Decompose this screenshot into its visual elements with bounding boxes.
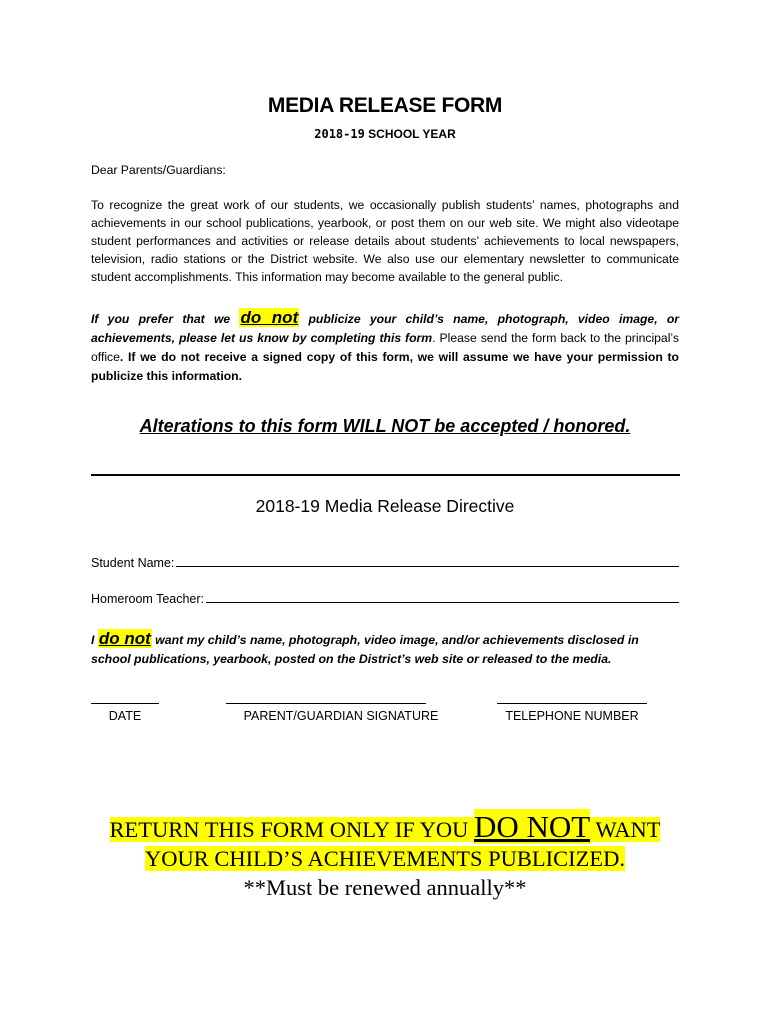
return-instructions bbox=[0, 809, 770, 902]
greeting: Dear Parents/Guardians: bbox=[91, 163, 226, 177]
opt-out-i: I bbox=[91, 633, 98, 647]
opt-out-statement bbox=[91, 629, 679, 669]
notice-part2: publicize your child’s name, photograph, video image, or achievements, please let us know by completing this form bbox=[91, 312, 680, 345]
footer-line-2-text: YOUR CHILD’S ACHIEVEMENTS PUBLICIZED. bbox=[145, 846, 625, 871]
parent-signature-block[interactable] bbox=[226, 703, 456, 723]
parent-signature-label: PARENT/GUARDIAN SIGNATURE bbox=[243, 709, 439, 723]
footer-do-not: DO NOT bbox=[474, 809, 591, 844]
notice-part1: If you prefer that we bbox=[91, 312, 240, 326]
opt-out-text: want my child’s name, photograph, video image, and/or achievements disclosed in school publications, yearbook, posted on the District’s web site or released to the media. bbox=[91, 633, 639, 666]
footer-line-3: **Must be renewed annually** bbox=[243, 875, 527, 900]
notice-do-not: do not bbox=[240, 308, 299, 327]
notice-paragraph bbox=[91, 308, 679, 386]
directive-title: 2018-19 Media Release Directive bbox=[255, 496, 515, 516]
intro-paragraph: To recognize the great work of our students, we occasionally publish students’ names, photographs and achievements in our school publications, yearbook, or post them on our web site. We might also videotape student performances and activities or release details about students’ achievements to local newspapers, television, radio stations or the District website. We also use our elementary newsletter to communicate student accomplishments. This information may become available to the general public. bbox=[91, 198, 679, 284]
school-year-label: SCHOOL YEAR bbox=[368, 127, 456, 141]
footer-line-1-a: RETURN THIS FORM ONLY IF YOU bbox=[109, 817, 474, 842]
notice-part3: . Please send the form back to the principal’s office bbox=[91, 331, 679, 364]
footer-line-2 bbox=[0, 844, 770, 873]
student-name-line[interactable] bbox=[176, 556, 679, 567]
phone-line[interactable] bbox=[497, 703, 647, 704]
phone-label: TELEPHONE NUMBER bbox=[505, 709, 639, 723]
date-line[interactable] bbox=[91, 703, 159, 704]
alterations-warning: Alterations to this form WILL NOT be accepted / honored. bbox=[139, 416, 631, 436]
school-year: 2018-19 bbox=[314, 127, 365, 141]
footer-line-1-b: WANT bbox=[590, 817, 661, 842]
date-label: DATE bbox=[108, 709, 142, 723]
footer-line-1 bbox=[0, 809, 770, 844]
homeroom-teacher-field[interactable] bbox=[91, 592, 679, 606]
homeroom-teacher-label: Homeroom Teacher: bbox=[91, 592, 205, 606]
form-subtitle bbox=[0, 127, 770, 141]
student-name-label: Student Name: bbox=[91, 556, 175, 570]
phone-signature-block[interactable] bbox=[497, 703, 647, 723]
homeroom-teacher-line[interactable] bbox=[206, 592, 679, 603]
opt-out-do-not: do not bbox=[98, 629, 151, 648]
parent-signature-line[interactable] bbox=[226, 703, 426, 704]
form-title: MEDIA RELEASE FORM bbox=[267, 94, 503, 117]
date-signature-block[interactable] bbox=[90, 703, 160, 723]
student-name-field[interactable] bbox=[91, 556, 679, 570]
notice-part4: . If we do not receive a signed copy of this form, we will assume we have your permission to publicize this information. bbox=[91, 350, 679, 383]
divider-line bbox=[91, 474, 680, 476]
